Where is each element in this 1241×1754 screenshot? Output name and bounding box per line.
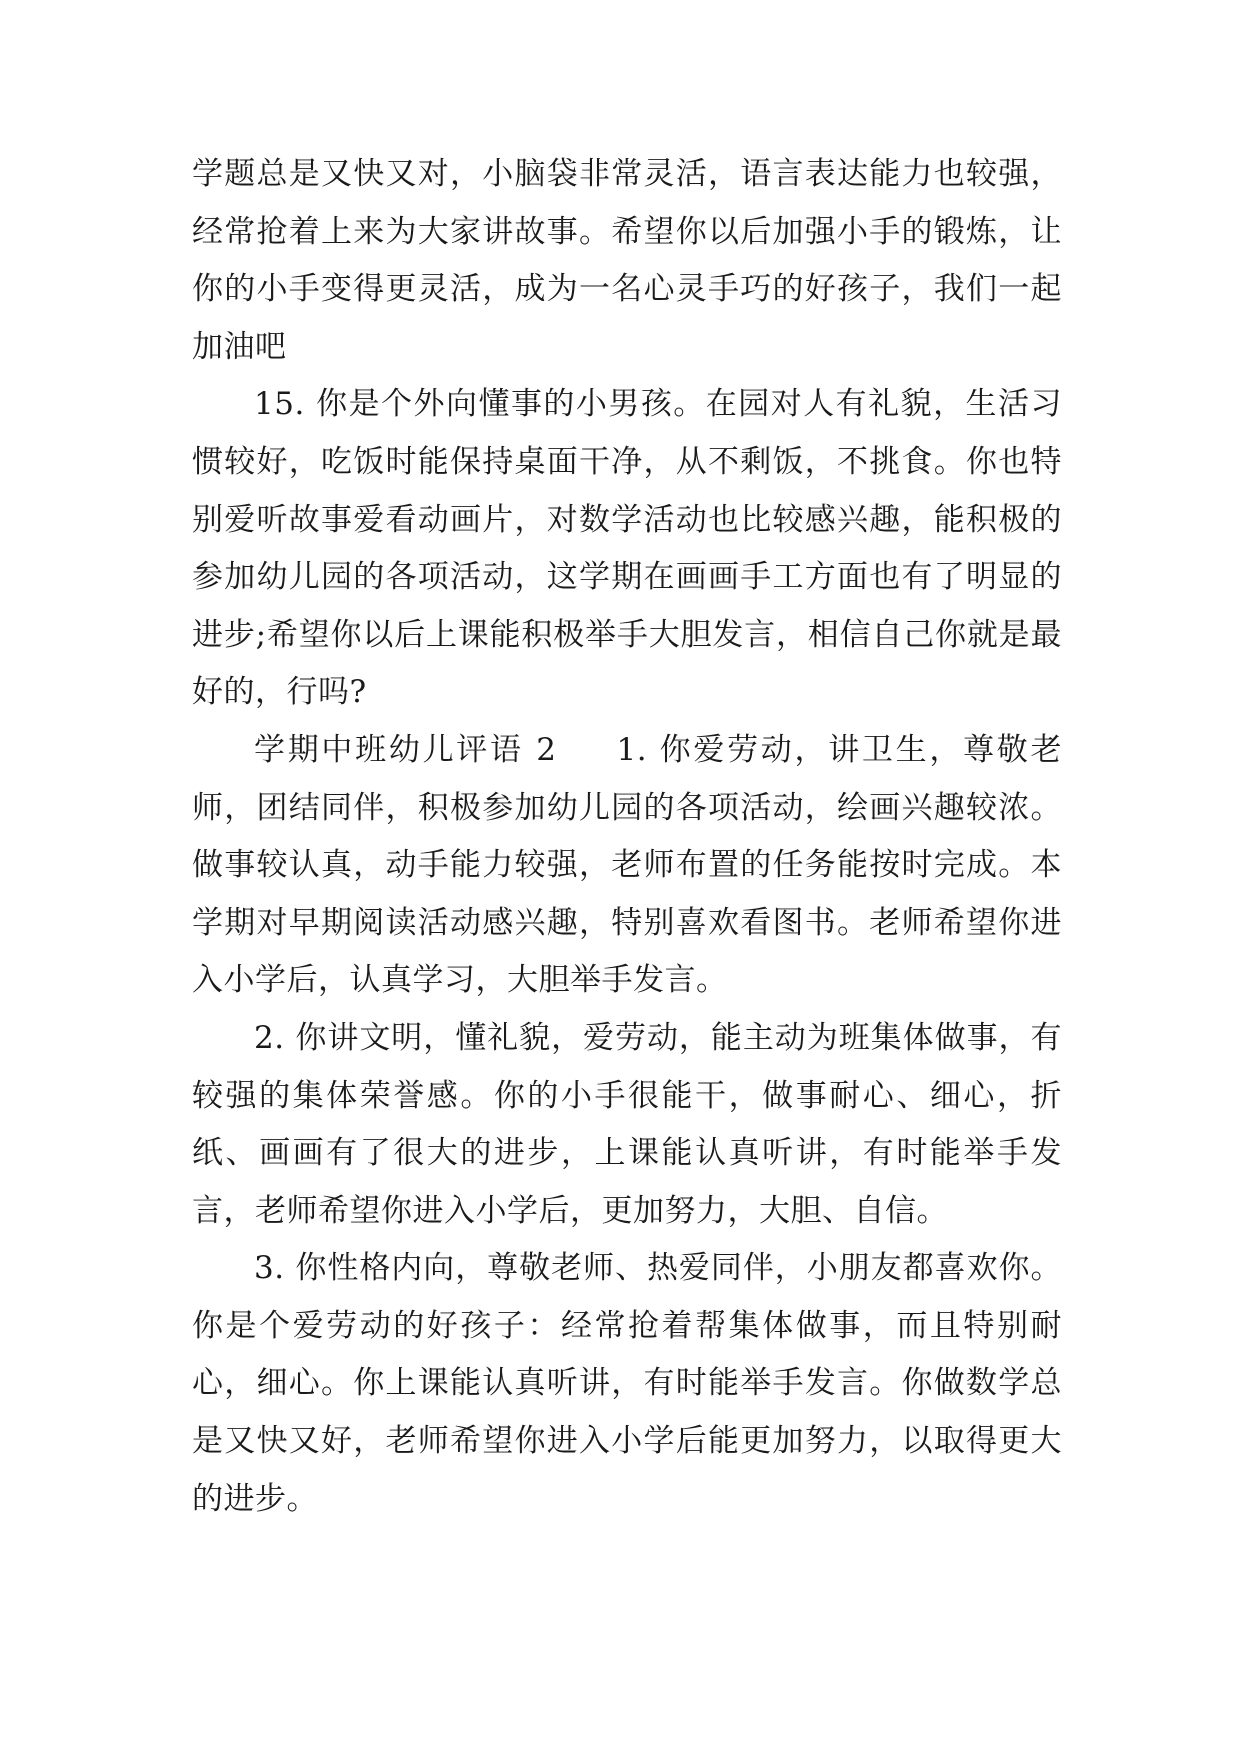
document-body [192,146,1062,1528]
paragraph-item-15: 15. 你是个外向懂事的小男孩。在园对人有礼貌，生活习惯较好，吃饭时能保持桌面干净，从不剩饭，不挑食。你也特别爱听故事爱看动画片，对数学活动也比较感兴趣，能积极的参加幼儿园的各项活动，这学期在画画手工方面也有了明显的进步;希望你以后上课能积极举手大胆发言，相信自己你就是最好的，行吗? [192,386,1062,711]
paragraph-item-1-text: 1. 你爱劳动，讲卫生，尊敬老师，团结同伴，积极参加幼儿园的各项活动，绘画兴趣较浓。做事较认真，动手能力较强，老师布置的任务能按时完成。本学期对早期阅读活动感兴趣，特别喜欢看图书。老师希望你进入小学后，认真学习，大胆举手发言。 [192,731,1062,999]
paragraph-section-2-item-1 [192,722,1062,1010]
section-heading: 学期中班幼儿评语 2 [254,731,557,768]
paragraph-continuation: 学题总是又快又对，小脑袋非常灵活，语言表达能力也较强，经常抢着上来为大家讲故事。希望你以后加强小手的锻炼，让你的小手变得更灵活，成为一名心灵手巧的好孩子，我们一起加油吧 [192,156,1062,365]
paragraph-item-2: 2. 你讲文明，懂礼貌，爱劳动，能主动为班集体做事，有较强的集体荣誉感。你的小手很能干，做事耐心、细心，折纸、画画有了很大的进步，上课能认真听讲，有时能举手发言，老师希望你进入小学后，更加努力，大胆、自信。 [192,1019,1062,1229]
paragraph-item-3: 3. 你性格内向，尊敬老师、热爱同伴，小朋友都喜欢你。你是个爱劳动的好孩子：经常抢着帮集体做事，而且特别耐心，细心。你上课能认真听讲，有时能举手发言。你做数学总是又快又好，老师希望你进入小学后能更加努力，以取得更大的进步。 [192,1250,1062,1517]
